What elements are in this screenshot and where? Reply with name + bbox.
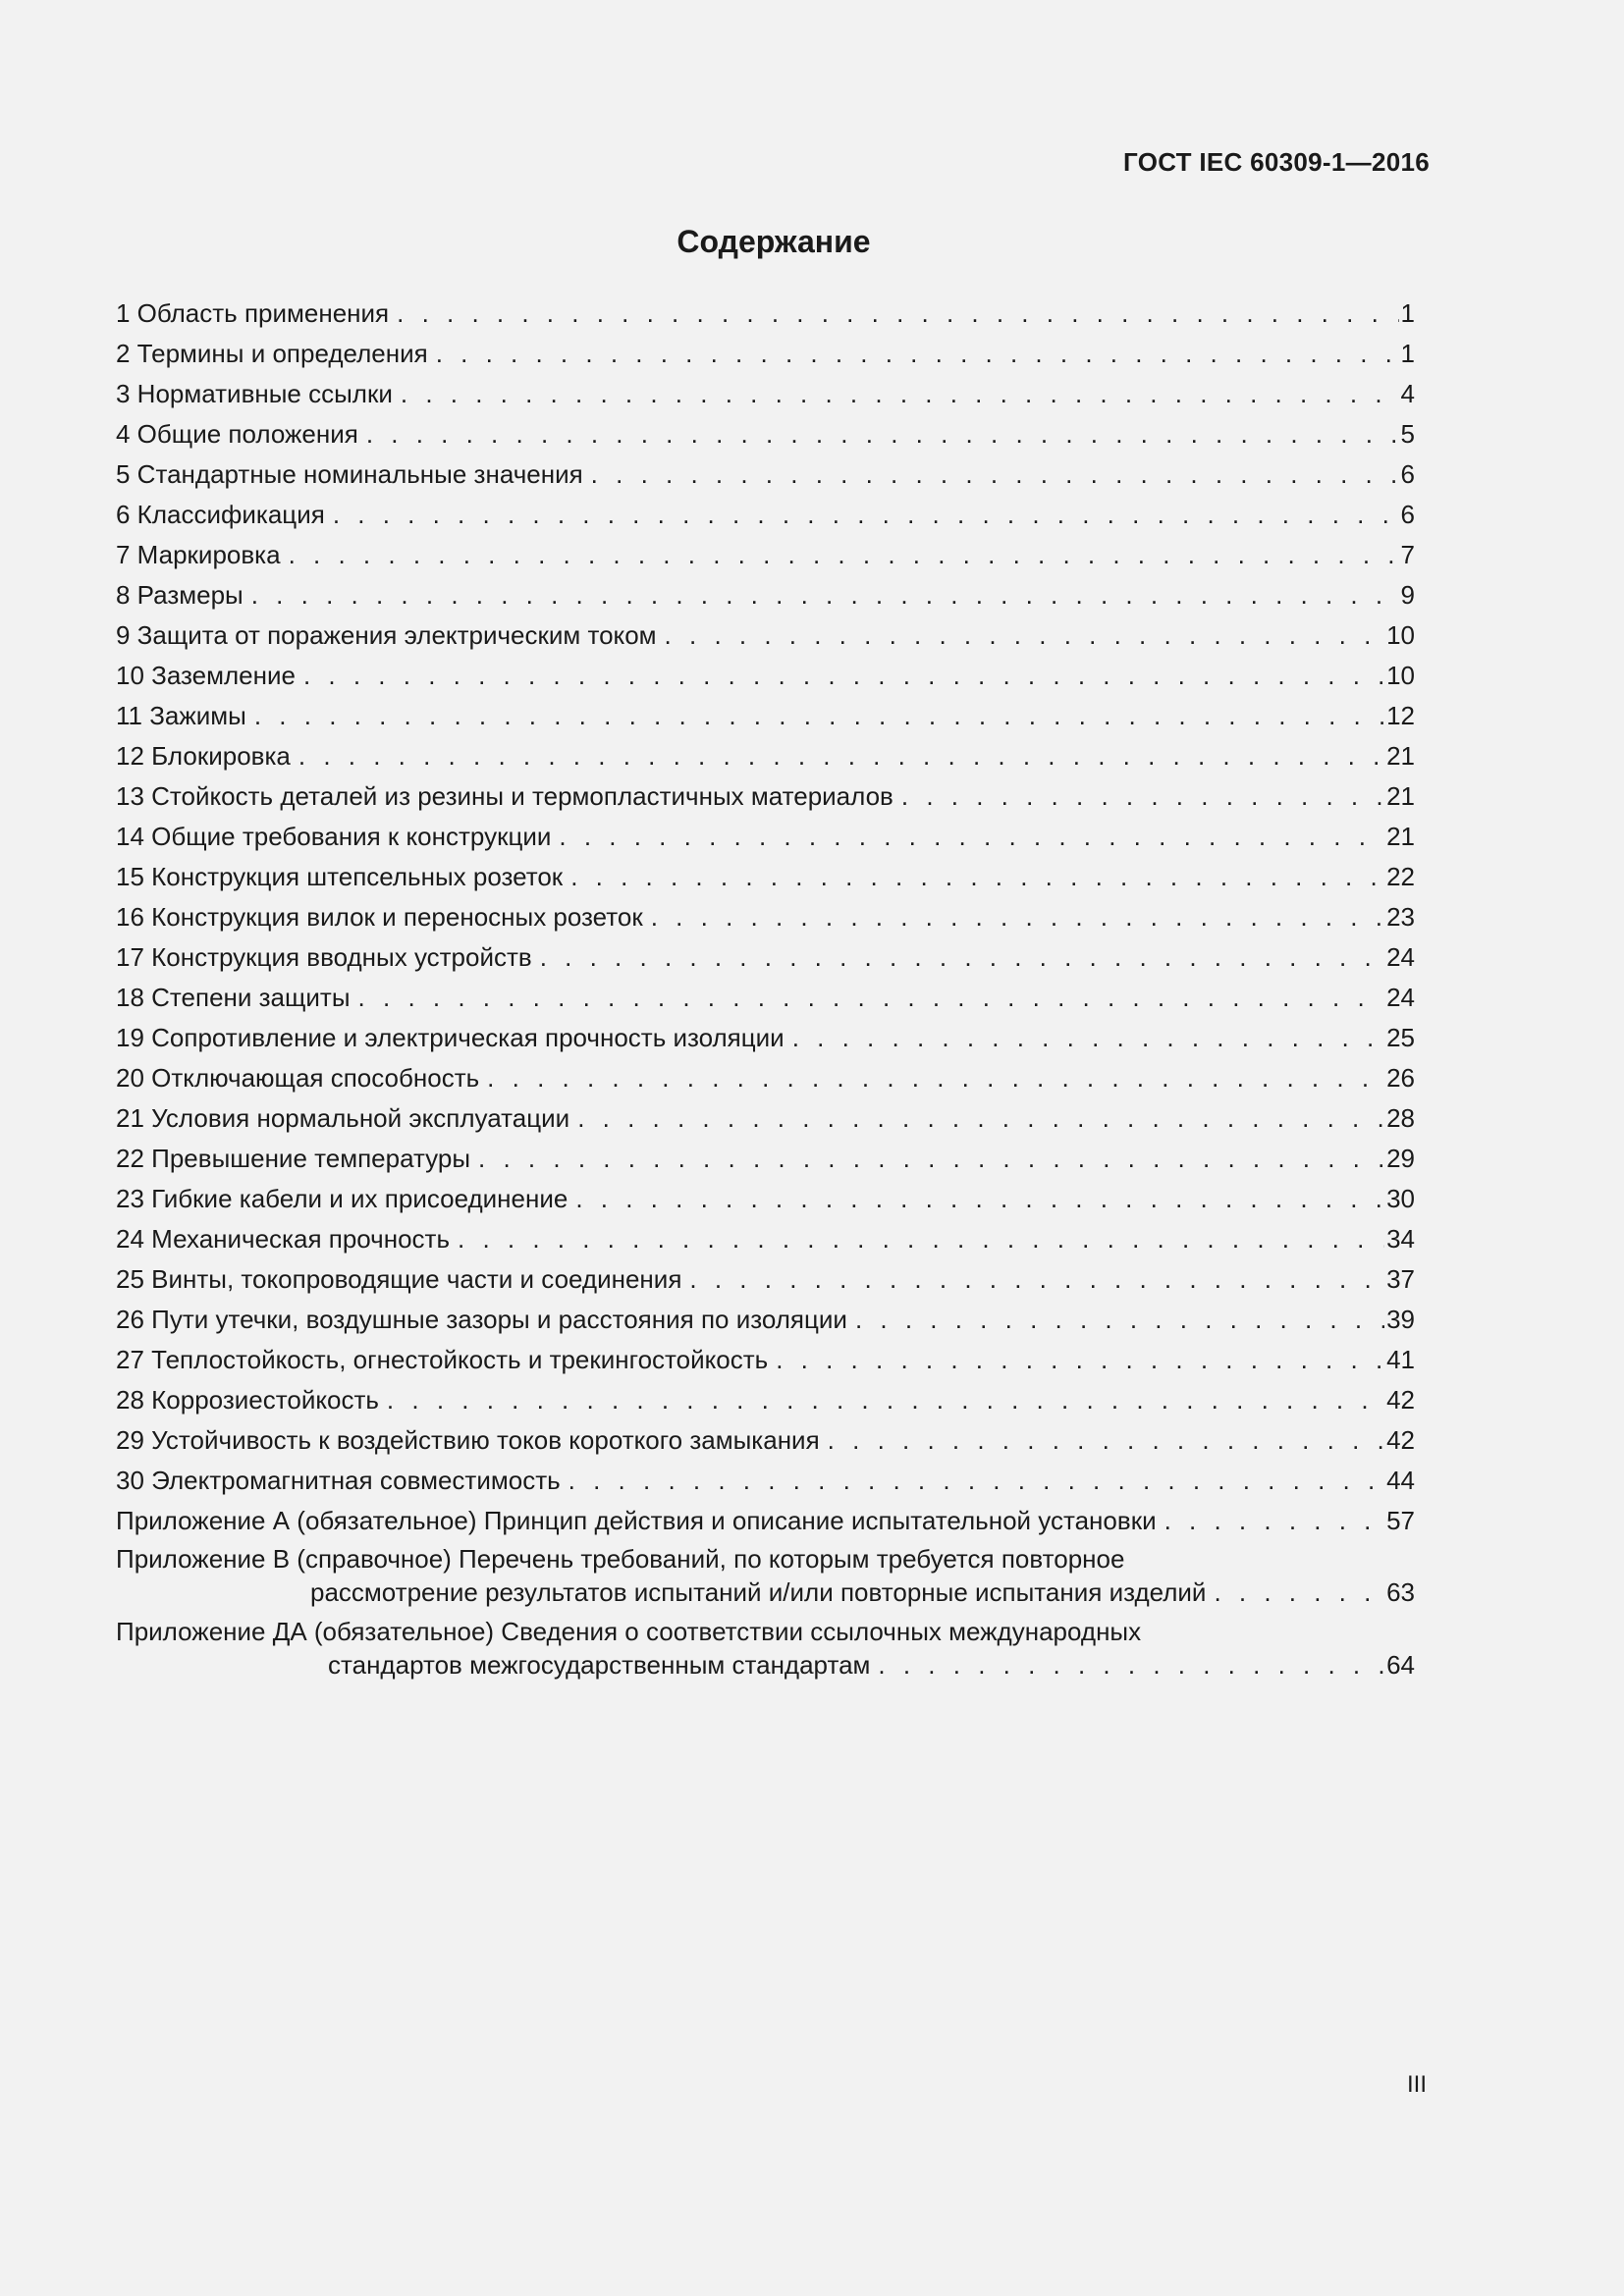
toc-page-number: 10 (1386, 620, 1415, 650)
toc-page-number: 30 (1386, 1184, 1415, 1213)
dot-leader (487, 1058, 1384, 1098)
toc-entry-title: 29 Устойчивость к воздействию токов короткого замыкания (116, 1425, 820, 1455)
toc-entry-appendix-da[interactable] (116, 1615, 1415, 1682)
toc-page-number: 10 (1386, 661, 1415, 690)
dot-leader (665, 615, 1385, 656)
toc-entry-title: 1 Область применения (116, 298, 390, 328)
toc-entry[interactable] (116, 656, 1415, 696)
dot-leader (1164, 1501, 1384, 1541)
dot-leader (591, 454, 1399, 495)
toc-entry-title: 2 Термины и определения (116, 339, 428, 368)
toc-entry-title: 10 Заземление (116, 661, 296, 690)
toc-entry-title: 20 Отключающая способность (116, 1063, 480, 1093)
toc-entry-title: 3 Нормативные ссылки (116, 379, 393, 408)
toc-page-number: 6 (1400, 500, 1415, 529)
toc-entry[interactable] (116, 1018, 1415, 1058)
dot-leader (792, 1018, 1384, 1058)
toc-page-number: 7 (1400, 540, 1415, 569)
toc-entry-title: 17 Конструкция вводных устройств (116, 942, 532, 972)
toc-entries (116, 294, 1415, 1541)
toc-entry-title-line2: стандартов межгосударственным стандартам (328, 1650, 871, 1680)
toc-page-number: 4 (1400, 379, 1415, 408)
toc-entry[interactable] (116, 1461, 1415, 1501)
toc-entry-title: 23 Гибкие кабели и их присоединение (116, 1184, 568, 1213)
dot-leader (436, 334, 1399, 374)
toc-entry-title: 7 Маркировка (116, 540, 281, 569)
toc-entry-title: 27 Теплостойкость, огнестойкость и трекингостойкость (116, 1345, 769, 1374)
toc-title: Содержание (677, 224, 871, 259)
toc-entry[interactable] (116, 1420, 1415, 1461)
toc-entry[interactable] (116, 1179, 1415, 1219)
toc-entry-title: 5 Стандартные номинальные значения (116, 459, 583, 489)
toc-entry-title: 19 Сопротивление и электрическая прочность изоляции (116, 1023, 785, 1052)
toc-entry[interactable] (116, 1380, 1415, 1420)
toc-entry-title: 8 Размеры (116, 580, 244, 610)
toc-entry-title-line1: Приложение В (справочное) Перечень требований, по которым требуется повторное (116, 1544, 1125, 1574)
toc-entry[interactable] (116, 897, 1415, 937)
toc-entry-title: 24 Механическая прочность (116, 1224, 450, 1254)
toc-entry-title: 12 Блокировка (116, 741, 291, 771)
toc-entry[interactable] (116, 294, 1415, 334)
dot-leader (251, 575, 1399, 615)
toc-entry-title: 4 Общие положения (116, 419, 358, 449)
toc-entry[interactable] (116, 535, 1415, 575)
toc-page-number: 6 (1400, 459, 1415, 489)
toc-page-number: 26 (1386, 1063, 1415, 1093)
toc-page-number: 25 (1386, 1023, 1415, 1052)
toc-page-number: 44 (1386, 1466, 1415, 1495)
toc-page-number: 39 (1386, 1305, 1415, 1334)
toc-entry-title: 21 Условия нормальной эксплуатации (116, 1103, 570, 1133)
dot-leader (540, 937, 1384, 978)
dot-leader (478, 1139, 1384, 1179)
toc-entry-title: 25 Винты, токопроводящие части и соединения (116, 1264, 682, 1294)
toc-entry[interactable] (116, 575, 1415, 615)
toc-entry[interactable] (116, 1300, 1415, 1340)
dot-leader (776, 1340, 1384, 1380)
toc-page-number: 42 (1386, 1385, 1415, 1415)
toc-entry[interactable] (116, 776, 1415, 817)
dot-leader (855, 1300, 1384, 1340)
toc-page-number: 1 (1400, 298, 1415, 328)
dot-leader (358, 978, 1385, 1018)
toc-page-number: 24 (1386, 983, 1415, 1012)
toc-entry[interactable] (116, 1501, 1415, 1541)
toc-entry-title: 22 Превышение температуры (116, 1144, 471, 1173)
toc-page-number: 12 (1386, 701, 1415, 730)
toc-entry-title: 15 Конструкция штепсельных розеток (116, 862, 564, 891)
page-number: III (1406, 2071, 1427, 2098)
toc-entry[interactable] (116, 1259, 1415, 1300)
toc-page-number: 23 (1386, 902, 1415, 932)
toc-entry-title: 26 Пути утечки, воздушные зазоры и расстояния по изоляции (116, 1305, 847, 1334)
toc-entry[interactable] (116, 454, 1415, 495)
document-code: ГОСТ IEC 60309-1—2016 (1123, 147, 1430, 177)
toc-entry-title: 11 Зажимы (116, 701, 246, 730)
dot-leader (366, 414, 1399, 454)
dot-leader (254, 696, 1384, 736)
toc-page-number: 37 (1386, 1264, 1415, 1294)
toc-entry-title: Приложение А (обязательное) Принцип действия и описание испытательной установки (116, 1506, 1157, 1535)
dot-leader (289, 535, 1399, 575)
dot-leader (570, 857, 1384, 897)
toc-page-number: 29 (1386, 1144, 1415, 1173)
dot-leader (568, 1461, 1384, 1501)
toc-page-number: 5 (1400, 419, 1415, 449)
toc-entry-title-line2: рассмотрение результатов испытаний и/или повторные испытания изделий (310, 1577, 1207, 1607)
toc-page-number: 21 (1386, 822, 1415, 851)
toc-entry-title: 30 Электромагнитная совместимость (116, 1466, 561, 1495)
toc-page-number: 22 (1386, 862, 1415, 891)
toc-entry-title: 13 Стойкость деталей из резины и термопластичных материалов (116, 781, 893, 811)
toc-page-number: 34 (1386, 1224, 1415, 1254)
dot-leader (901, 776, 1384, 817)
dot-leader (303, 656, 1384, 696)
toc-entry[interactable] (116, 1340, 1415, 1380)
toc-entry[interactable] (116, 1098, 1415, 1139)
dot-leader (577, 1098, 1384, 1139)
dot-leader (575, 1179, 1384, 1219)
toc-entry[interactable] (116, 1219, 1415, 1259)
table-of-contents (116, 294, 1415, 1682)
toc-page-number: 63 (1386, 1577, 1415, 1607)
toc-entry[interactable] (116, 857, 1415, 897)
toc-entry[interactable] (116, 696, 1415, 736)
dot-leader (689, 1259, 1384, 1300)
toc-page-number: 21 (1386, 781, 1415, 811)
toc-entry[interactable] (116, 736, 1415, 776)
toc-entry[interactable] (116, 1058, 1415, 1098)
toc-entry-title: 6 Классификация (116, 500, 325, 529)
toc-page-number: 64 (1386, 1650, 1415, 1680)
dot-leader (397, 294, 1398, 334)
toc-entry[interactable] (116, 615, 1415, 656)
toc-page-number: 42 (1386, 1425, 1415, 1455)
toc-entry[interactable] (116, 495, 1415, 535)
dot-leader (458, 1219, 1384, 1259)
toc-entry-title: 9 Защита от поражения электрическим током (116, 620, 657, 650)
toc-entry-title: 28 Коррозиестойкость (116, 1385, 379, 1415)
toc-entry-title-line1: Приложение ДА (обязательное) Сведения о соответствии ссылочных международных (116, 1617, 1142, 1646)
toc-page-number: 24 (1386, 942, 1415, 972)
toc-page-number: 1 (1400, 339, 1415, 368)
toc-page-number: 21 (1386, 741, 1415, 771)
toc-page-number: 41 (1386, 1345, 1415, 1374)
toc-entry[interactable] (116, 978, 1415, 1018)
toc-entry-title: 18 Степени защиты (116, 983, 351, 1012)
toc-entry[interactable] (116, 334, 1415, 374)
toc-entry[interactable] (116, 817, 1415, 857)
toc-entry[interactable] (116, 1139, 1415, 1179)
toc-page-number: 57 (1386, 1506, 1415, 1535)
dot-leader (298, 736, 1384, 776)
dot-leader (559, 817, 1384, 857)
toc-entry-title: 14 Общие требования к конструкции (116, 822, 552, 851)
dot-leader (333, 495, 1399, 535)
toc-page-number: 28 (1386, 1103, 1415, 1133)
toc-entry[interactable] (116, 374, 1415, 414)
dot-leader (1214, 1575, 1384, 1609)
toc-entry-title: 16 Конструкция вилок и переносных розеток (116, 902, 643, 932)
dot-leader (828, 1420, 1384, 1461)
dot-leader (878, 1648, 1384, 1682)
toc-page-number: 9 (1400, 580, 1415, 610)
dot-leader (387, 1380, 1384, 1420)
toc-entry[interactable] (116, 414, 1415, 454)
toc-entry[interactable] (116, 937, 1415, 978)
dot-leader (401, 374, 1399, 414)
toc-entry-appendix-b[interactable] (116, 1542, 1415, 1609)
dot-leader (651, 897, 1384, 937)
